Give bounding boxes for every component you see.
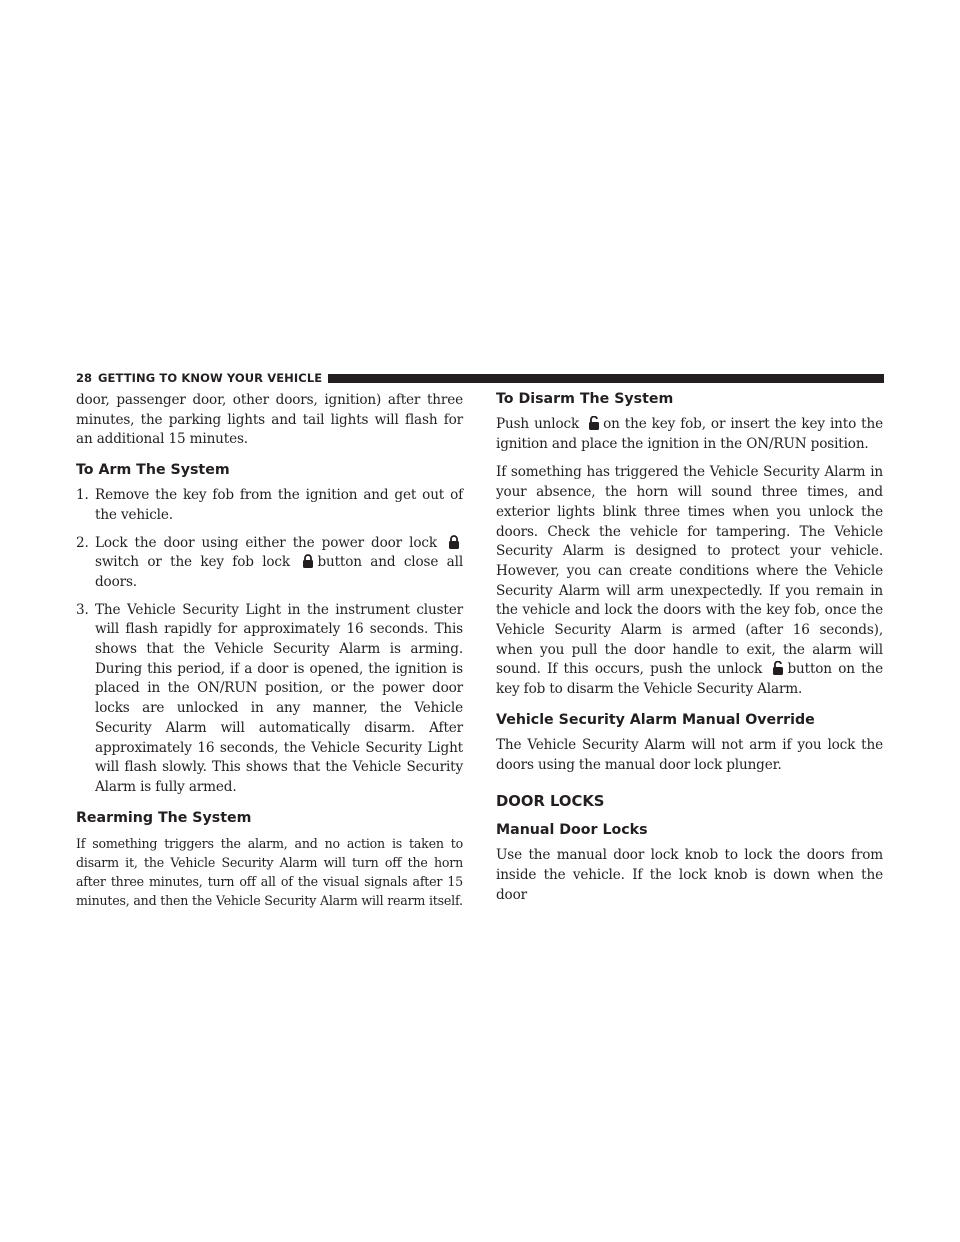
rearm-paragraph: If something triggers the alarm, and no action is taken to disarm it, the Vehicle Security Alarm will turn off the horn after three minutes, turn off all of the visual signals after 15 minutes, and then the Vehicle Security Alarm will rearm itself. bbox=[76, 835, 463, 908]
unlock-icon bbox=[772, 661, 784, 675]
manual-locks-heading: Manual Door Locks bbox=[496, 822, 648, 839]
page-header bbox=[76, 370, 884, 386]
manual-locks-paragraph: Use the manual door lock knob to lock the doors from inside the vehicle. If the lock knob is down when the door bbox=[496, 847, 883, 903]
header-rule bbox=[328, 374, 884, 383]
disarm-paragraph-2: If something has triggered the Vehicle Security Alarm in your absence, the horn will sound three times, and exterior lights blink three times when you unlock the doors. Check the vehicle for tampering. The Vehicle Security Alarm is designed to protect your vehicle. However, you can create conditions where the Vehicle Security Alarm will arm unexpectedly. If you remain in the vehicle and lock the doors with the key fob, once the Vehicle Security Alarm is armed (after 16 seconds), when you pull the door handle to exit, the alarm will sound. If this occurs, push the unlock button on the key fob to disarm the Vehicle Security Alarm. bbox=[496, 464, 884, 698]
override-heading: Vehicle Security Alarm Manual Override bbox=[496, 711, 815, 728]
lock-icon bbox=[302, 554, 314, 568]
list-item: 2. Lock the door using either the power door lock switch or the key fob lock button and close all doors. bbox=[76, 534, 464, 590]
override-paragraph: The Vehicle Security Alarm will not arm if you lock the doors using the manual door lock plunger. bbox=[496, 736, 883, 773]
right-column bbox=[496, 391, 883, 914]
arm-steps-list bbox=[76, 486, 463, 798]
list-item: 3. The Vehicle Security Light in the instrument cluster will flash rapidly for approximately 16 seconds. This shows that the Vehicle Security Alarm is arming. During this period, if a door is opened, the ignition is placed in the ON/RUN position, or the power door locks are unlocked in any manner, the Vehicle Security Alarm will automatically disarm. After approximately 16 seconds, the Vehicle Security Light will flash slowly. This shows that the Vehicle Security Alarm is fully armed. bbox=[76, 601, 463, 795]
unlock-icon bbox=[588, 416, 600, 430]
disarm-paragraph-1: Push unlock on the key fob, or insert the key into the ignition and place the ignition in the ON/RUN position. bbox=[496, 416, 883, 452]
door-locks-heading: DOOR LOCKS bbox=[496, 793, 605, 811]
lock-icon bbox=[448, 535, 460, 549]
disarm-heading: To Disarm The System bbox=[496, 391, 674, 407]
intro-paragraph: door, passenger door, other doors, ignition) after three minutes, the parking lights and tail lights will flash for an additional 15 minutes. bbox=[76, 392, 463, 448]
list-item: 1. Remove the key fob from the ignition and get out of the vehicle. bbox=[76, 487, 463, 523]
rearm-heading: Rearming The System bbox=[76, 809, 252, 826]
section-title: GETTING TO KNOW YOUR VEHICLE bbox=[98, 371, 323, 385]
page-number: 28 bbox=[76, 371, 93, 385]
arm-heading: To Arm The System bbox=[76, 462, 230, 479]
left-column bbox=[76, 391, 463, 919]
